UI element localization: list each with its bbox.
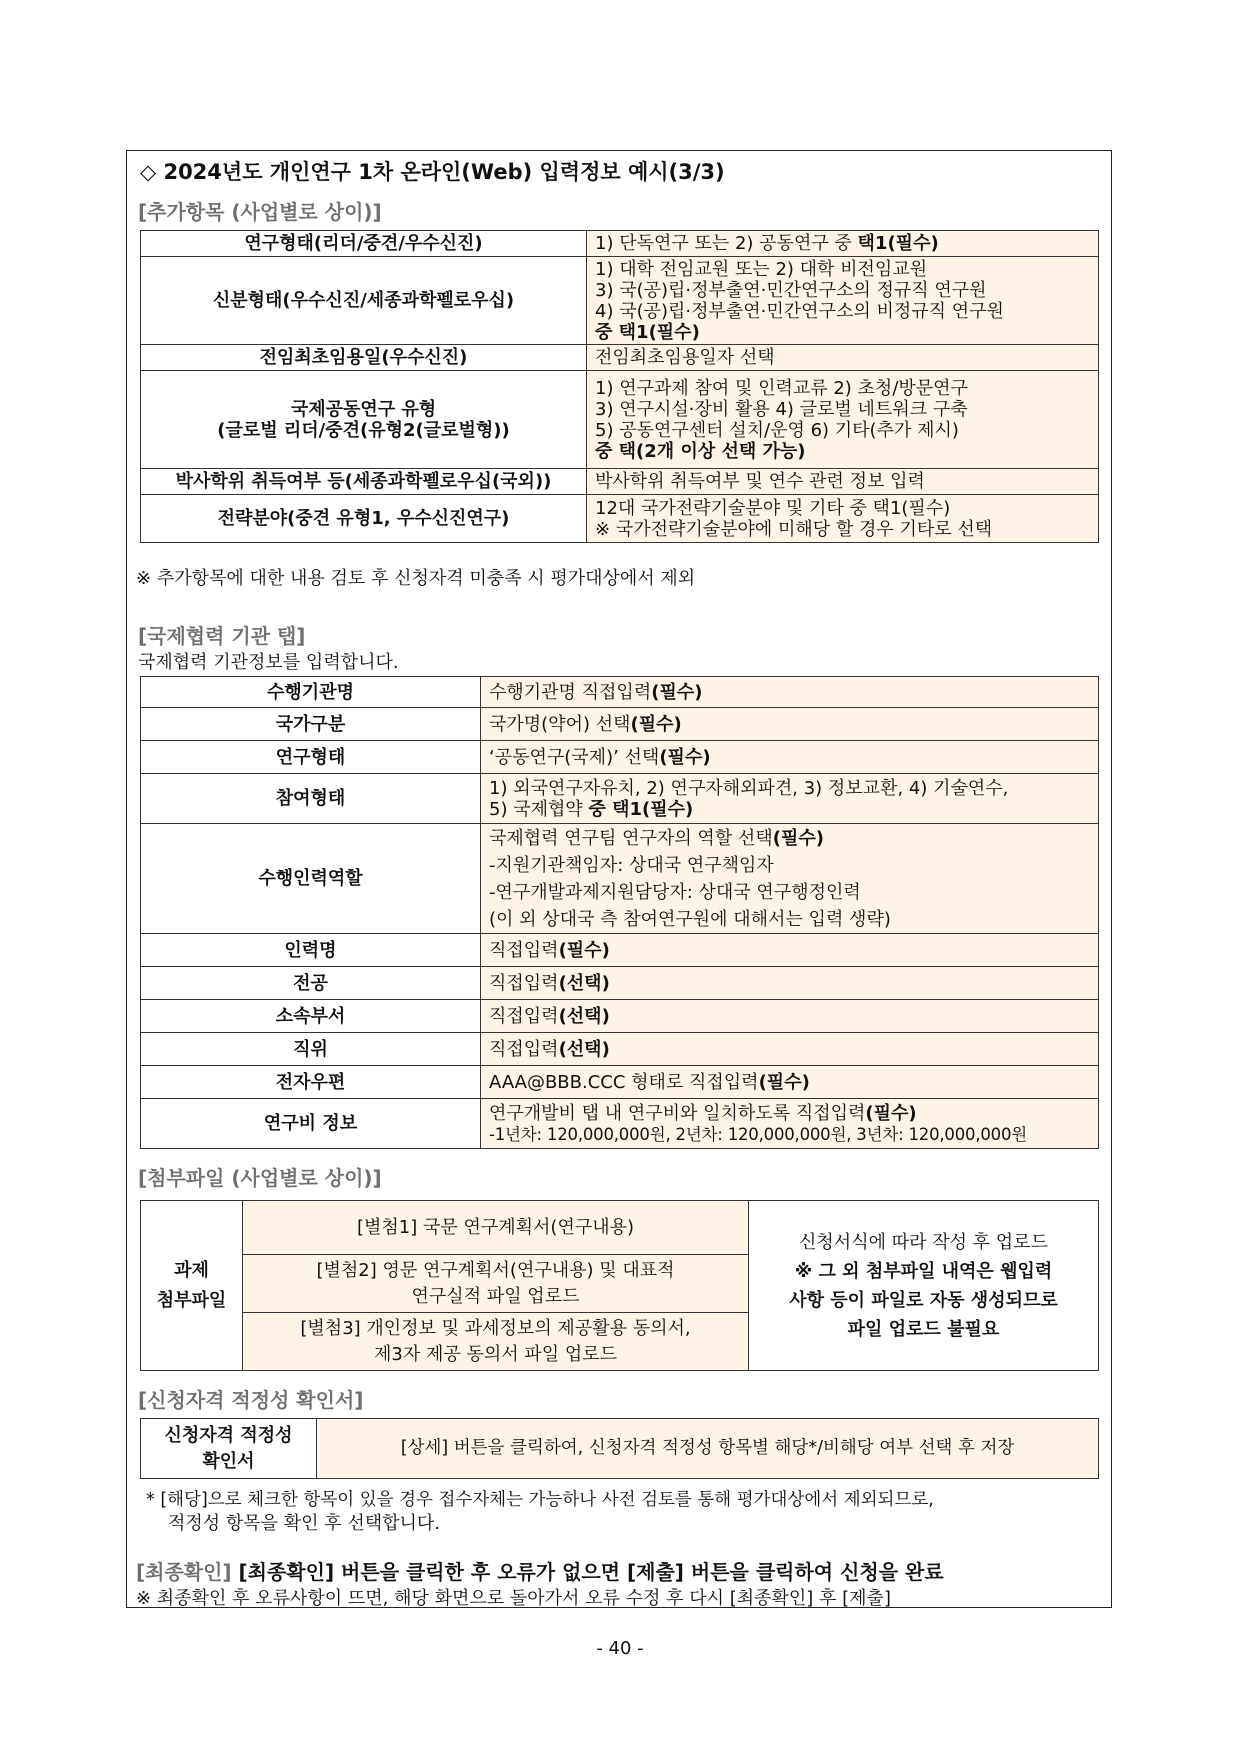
page-number: - 40 - bbox=[596, 1638, 644, 1659]
row-label: 연구형태(리더/중견/우수신진) bbox=[141, 231, 587, 257]
row-label: 전자우편 bbox=[141, 1066, 481, 1099]
table-row bbox=[141, 1099, 1099, 1149]
final-note: ※ 최종확인 후 오류사항이 뜨면, 해당 화면으로 돌아가서 오류 수정 후 다시 [최종확인] 후 [제출] bbox=[136, 1588, 891, 1609]
row-label: 직위 bbox=[141, 1033, 481, 1066]
row-value: 연구개발비 탭 내 연구비와 일치하도록 직접입력(필수) -1년차: 120,000,000원, 2년차: 120,000,000원, 3년차: 120,000,000원 bbox=[481, 1099, 1099, 1149]
table-row bbox=[141, 774, 1099, 824]
row-label: 연구비 정보 bbox=[141, 1099, 481, 1149]
row-label: 전략분야(중견 유형1, 우수신진연구) bbox=[141, 495, 587, 543]
row-value: 1) 연구과제 참여 및 인력교류 2) 초청/방문연구 3) 연구시설·장비 활용 4) 글로벌 네트워크 구축 5) 공동연구센터 설치/운영 6) 기타(추가 제시) 중 택(2개 이상 선택 가능) bbox=[587, 371, 1099, 469]
row-label: 전임최초임용일(우수신진) bbox=[141, 345, 587, 371]
row-label: 인력명 bbox=[141, 934, 481, 967]
row-label: 신분형태(우수신진/세종과학펠로우십) bbox=[141, 257, 587, 345]
table-row bbox=[141, 495, 1099, 543]
table-row bbox=[141, 708, 1099, 741]
table-row bbox=[141, 677, 1099, 708]
row-value: AAA@BBB.CCC 형태로 직접입력(필수) bbox=[481, 1066, 1099, 1099]
table-row bbox=[141, 469, 1099, 495]
table-row bbox=[141, 345, 1099, 371]
eligibility-table bbox=[140, 1418, 1099, 1479]
additional-heading: [추가항목 (사업별로 상이)] bbox=[138, 200, 382, 224]
row-label: 연구형태 bbox=[141, 741, 481, 774]
attach-item: [별첨3] 개인정보 및 과세정보의 제공활용 동의서, 제3자 제공 동의서 파일 업로드 bbox=[243, 1313, 749, 1371]
row-label: 참여형태 bbox=[141, 774, 481, 824]
additional-note: ※ 추가항목에 대한 내용 검토 후 신청자격 미충족 시 평가대상에서 제외 bbox=[136, 568, 696, 589]
attach-group-label: 과제 첨부파일 bbox=[141, 1201, 243, 1371]
row-label: 수행기관명 bbox=[141, 677, 481, 708]
intl-table bbox=[140, 676, 1099, 1149]
row-value: 1) 외국연구자유치, 2) 연구자해외파견, 3) 정보교환, 4) 기술연수, 5) 국제협약 중 택1(필수) bbox=[481, 774, 1099, 824]
table-row bbox=[141, 231, 1099, 257]
table-row bbox=[141, 1201, 1099, 1255]
row-value: 국제협력 연구팀 연구자의 역할 선택(필수) -지원기관책임자: 상대국 연구책임자 -연구개발과제지원담당자: 상대국 연구행정인력 (이 외 상대국 측 참여연구원에 대해서는 입력 생략) bbox=[481, 824, 1099, 934]
table-row bbox=[141, 1000, 1099, 1033]
row-value: 직접입력(선택) bbox=[481, 967, 1099, 1000]
table-row bbox=[141, 1419, 1099, 1479]
intl-intro: 국제협력 기관정보를 입력합니다. bbox=[138, 652, 399, 673]
additional-table bbox=[140, 230, 1099, 543]
table-row bbox=[141, 824, 1099, 934]
table-row bbox=[141, 257, 1099, 345]
attach-item: [별첨2] 영문 연구계획서(연구내용) 및 대표적 연구실적 파일 업로드 bbox=[243, 1255, 749, 1313]
row-value: 12대 국가전략기술분야 및 기타 중 택1(필수) ※ 국가전략기술분야에 미해당 할 경우 기타로 선택 bbox=[587, 495, 1099, 543]
table-row bbox=[141, 967, 1099, 1000]
row-value: 직접입력(선택) bbox=[481, 1033, 1099, 1066]
table-row bbox=[141, 1066, 1099, 1099]
intl-heading: [국제협력 기관 탭] bbox=[138, 624, 306, 648]
row-value: 수행기관명 직접입력(필수) bbox=[481, 677, 1099, 708]
eligibility-label: 신청자격 적정성 확인서 bbox=[141, 1419, 317, 1479]
row-value: 박사학위 취득여부 및 연수 관련 정보 입력 bbox=[587, 469, 1099, 495]
eligibility-note: * [해당]으로 체크한 항목이 있을 경우 접수자체는 가능하나 사전 검토를 통해 평가대상에서 제외되므로, 적정성 항목을 확인 후 선택합니다. bbox=[146, 1490, 934, 1534]
attach-table bbox=[140, 1200, 1099, 1371]
row-value: 직접입력(필수) bbox=[481, 934, 1099, 967]
row-label: 국가구분 bbox=[141, 708, 481, 741]
table-row bbox=[141, 934, 1099, 967]
row-value: ‘공동연구(국제)’ 선택(필수) bbox=[481, 741, 1099, 774]
row-label: 소속부서 bbox=[141, 1000, 481, 1033]
table-row bbox=[141, 741, 1099, 774]
attach-desc: 신청서식에 따라 작성 후 업로드 ※ 그 외 첨부파일 내역은 웹입력 사항 등이 파일로 자동 생성되므로 파일 업로드 불필요 bbox=[749, 1201, 1099, 1371]
table-row bbox=[141, 371, 1099, 469]
table-row bbox=[141, 1033, 1099, 1066]
row-value: 국가명(약어) 선택(필수) bbox=[481, 708, 1099, 741]
attach-heading: [첨부파일 (사업별로 상이)] bbox=[138, 1166, 382, 1190]
final-confirm: [최종확인] [최종확인] 버튼을 클릭한 후 오류가 없으면 [제출] 버튼을 클릭하여 신청을 완료 bbox=[136, 1560, 944, 1584]
row-label: 수행인력역할 bbox=[141, 824, 481, 934]
row-value: 전임최초임용일자 선택 bbox=[587, 345, 1099, 371]
row-label: 전공 bbox=[141, 967, 481, 1000]
row-label: 국제공동연구 유형 (글로벌 리더/중견(유형2(글로벌형)) bbox=[141, 371, 587, 469]
row-value: 1) 대학 전임교원 또는 2) 대학 비전임교원 3) 국(공)립·정부출연·민간연구소의 정규직 연구원 4) 국(공)립·정부출연·민간연구소의 비정규직 연구원 중 택1(필수) bbox=[587, 257, 1099, 345]
row-value: 직접입력(선택) bbox=[481, 1000, 1099, 1033]
eligibility-heading: [신청자격 적정성 확인서] bbox=[138, 1388, 364, 1412]
attach-item: [별첨1] 국문 연구계획서(연구내용) bbox=[243, 1201, 749, 1255]
box-title: ◇ 2024년도 개인연구 1차 온라인(Web) 입력정보 예시(3/3) bbox=[140, 160, 725, 184]
row-label: 박사학위 취득여부 등(세종과학펠로우십(국외)) bbox=[141, 469, 587, 495]
eligibility-text: [상세] 버튼을 클릭하여, 신청자격 적정성 항목별 해당*/비해당 여부 선택 후 저장 bbox=[317, 1419, 1099, 1479]
row-value: 1) 단독연구 또는 2) 공동연구 중 택1(필수) bbox=[587, 231, 1099, 257]
